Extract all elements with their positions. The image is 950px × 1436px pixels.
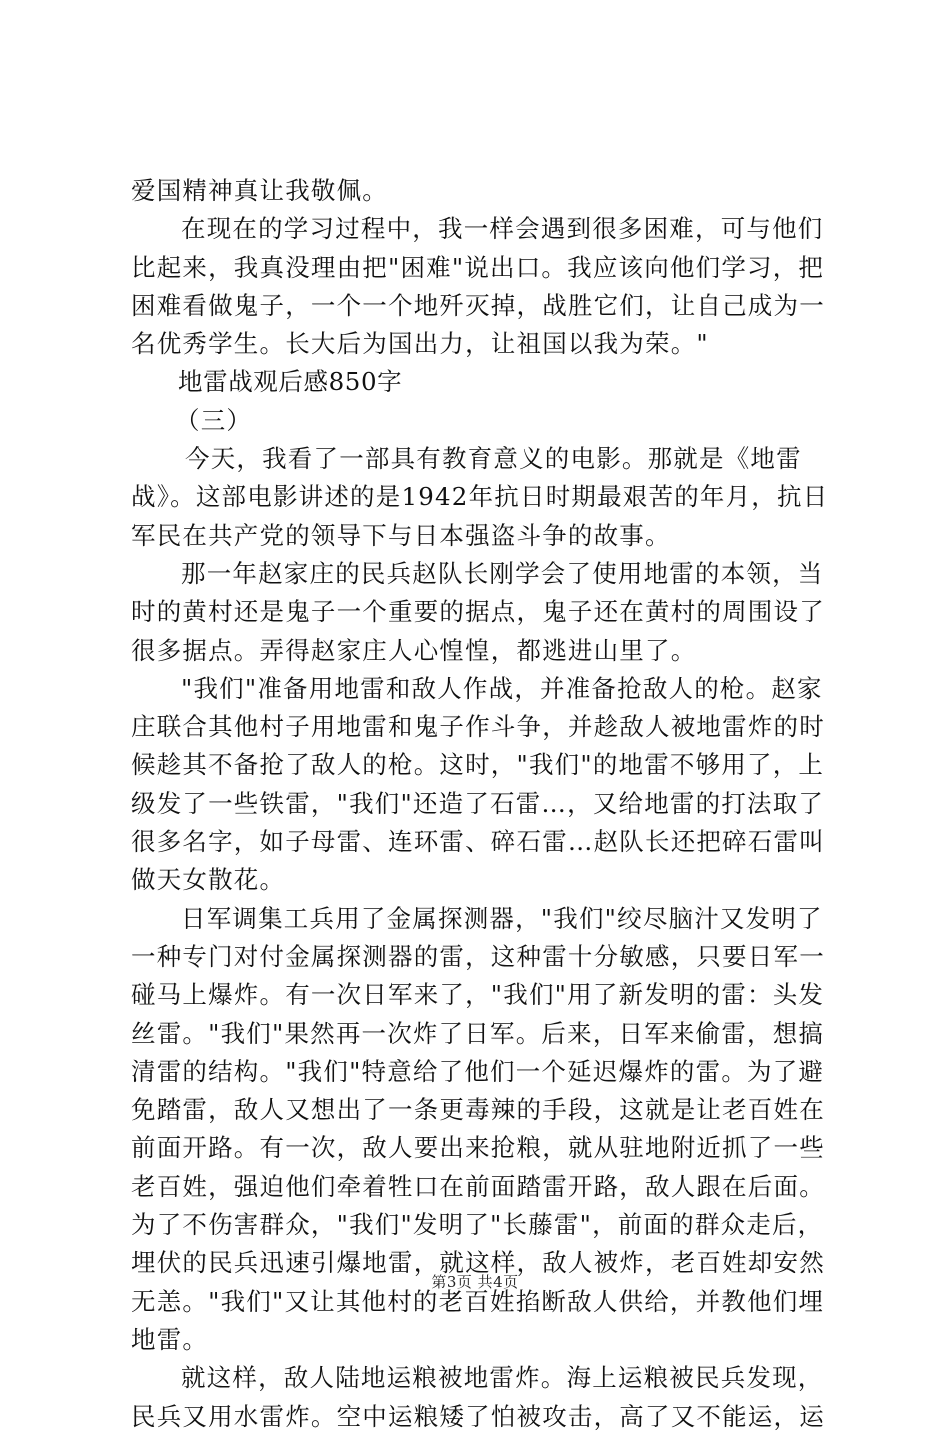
text-line: 民兵又用水雷炸。空中运粮矮了怕被攻击，高了又不能运，运 xyxy=(131,1401,825,1431)
text-line: 做天女散花。 xyxy=(131,865,286,895)
page-number-footer: 第3页 共4页 xyxy=(431,1273,519,1291)
paragraph-start-line: 今天，我看了一部具有教育意义的电影。那就是《地雷 xyxy=(185,444,802,474)
text-line: 碰马上爆炸。有一次日军来了，"我们"用了新发明的雷：头发 xyxy=(131,980,825,1010)
text-line: 时的黄村还是鬼子一个重要的据点，鬼子还在黄村的周围设了 xyxy=(131,597,825,627)
text-line: 级发了一些铁雷，"我们"还造了石雷…，又给地雷的打法取了 xyxy=(131,788,825,818)
document-body xyxy=(131,172,831,1436)
text-line: 名优秀学生。长大后为国出力，让祖国以我为荣。" xyxy=(131,329,709,359)
text-line: 困难看做鬼子，一个一个地歼灭掉，战胜它们，让自己成为一 xyxy=(131,290,825,320)
text-line: 爱国精神真让我敬佩。 xyxy=(131,176,388,205)
text-line: 地雷。 xyxy=(131,1324,209,1354)
text-line: 战》。这部电影讲述的是1942年抗日时期最艰苦的年月，抗日 xyxy=(131,482,829,512)
paragraph-start-line: 就这样，敌人陆地运粮被地雷炸。海上运粮被民兵发现， xyxy=(181,1363,824,1393)
paragraph-start-line: "我们"准备用地雷和敌人作战，并准备抢敌人的枪。赵家 xyxy=(181,673,823,703)
section-number: （三） xyxy=(175,405,253,435)
text-line: 庄联合其他村子用地雷和鬼子作斗争，并趁敌人被地雷炸的时 xyxy=(131,712,825,742)
text-line: 无恙。"我们"又让其他村的老百姓掐断敌人供给，并教他们埋 xyxy=(131,1286,825,1316)
text-line: 很多据点。弄得赵家庄人心惶惶，都逃进山里了。 xyxy=(131,635,697,665)
text-line: 候趁其不备抢了敌人的枪。这时，"我们"的地雷不够用了，上 xyxy=(131,750,825,780)
paragraph-start-line: 日军调集工兵用了金属探测器，"我们"绞尽脑汁又发明了 xyxy=(181,903,823,933)
text-line: 前面开路。有一次，敌人要出来抢粮，就从驻地附近抓了一些 xyxy=(131,1133,825,1163)
text-line: 免踏雷，敌人又想出了一条更毒辣的手段，这就是让老百姓在 xyxy=(131,1095,825,1125)
paragraph-start-line: 在现在的学习过程中，我一样会遇到很多困难，可与他们 xyxy=(181,214,824,244)
text-line: 比起来，我真没理由把"困难"说出口。我应该向他们学习，把 xyxy=(131,252,825,282)
section-title: 地雷战观后感850字 xyxy=(178,367,403,397)
text-line: 清雷的结构。"我们"特意给了他们一个延迟爆炸的雷。为了避 xyxy=(131,1056,825,1086)
text-line: 军民在共产党的领导下与日本强盗斗争的故事。 xyxy=(131,520,671,550)
text-line: 老百姓，强迫他们牵着牲口在前面踏雷开路，敌人跟在后面。 xyxy=(131,1171,825,1201)
text-line: 为了不伤害群众，"我们"发明了"长藤雷"，前面的群众走后， xyxy=(131,1210,824,1240)
text-line: 一种专门对付金属探测器的雷，这种雷十分敏感，只要日军一 xyxy=(131,941,825,971)
paragraph-start-line: 那一年赵家庄的民兵赵队长刚学会了使用地雷的本领，当 xyxy=(181,558,824,588)
text-line: 很多名字，如子母雷、连环雷、碎石雷…赵队长还把碎石雷叫 xyxy=(131,827,825,857)
text-line: 埋伏的民兵迅速引爆地雷，就这样，敌人被炸，老百姓却安然 xyxy=(131,1248,825,1278)
text-line: 丝雷。"我们"果然再一次炸了日军。后来，日军来偷雷，想搞 xyxy=(131,1018,825,1048)
